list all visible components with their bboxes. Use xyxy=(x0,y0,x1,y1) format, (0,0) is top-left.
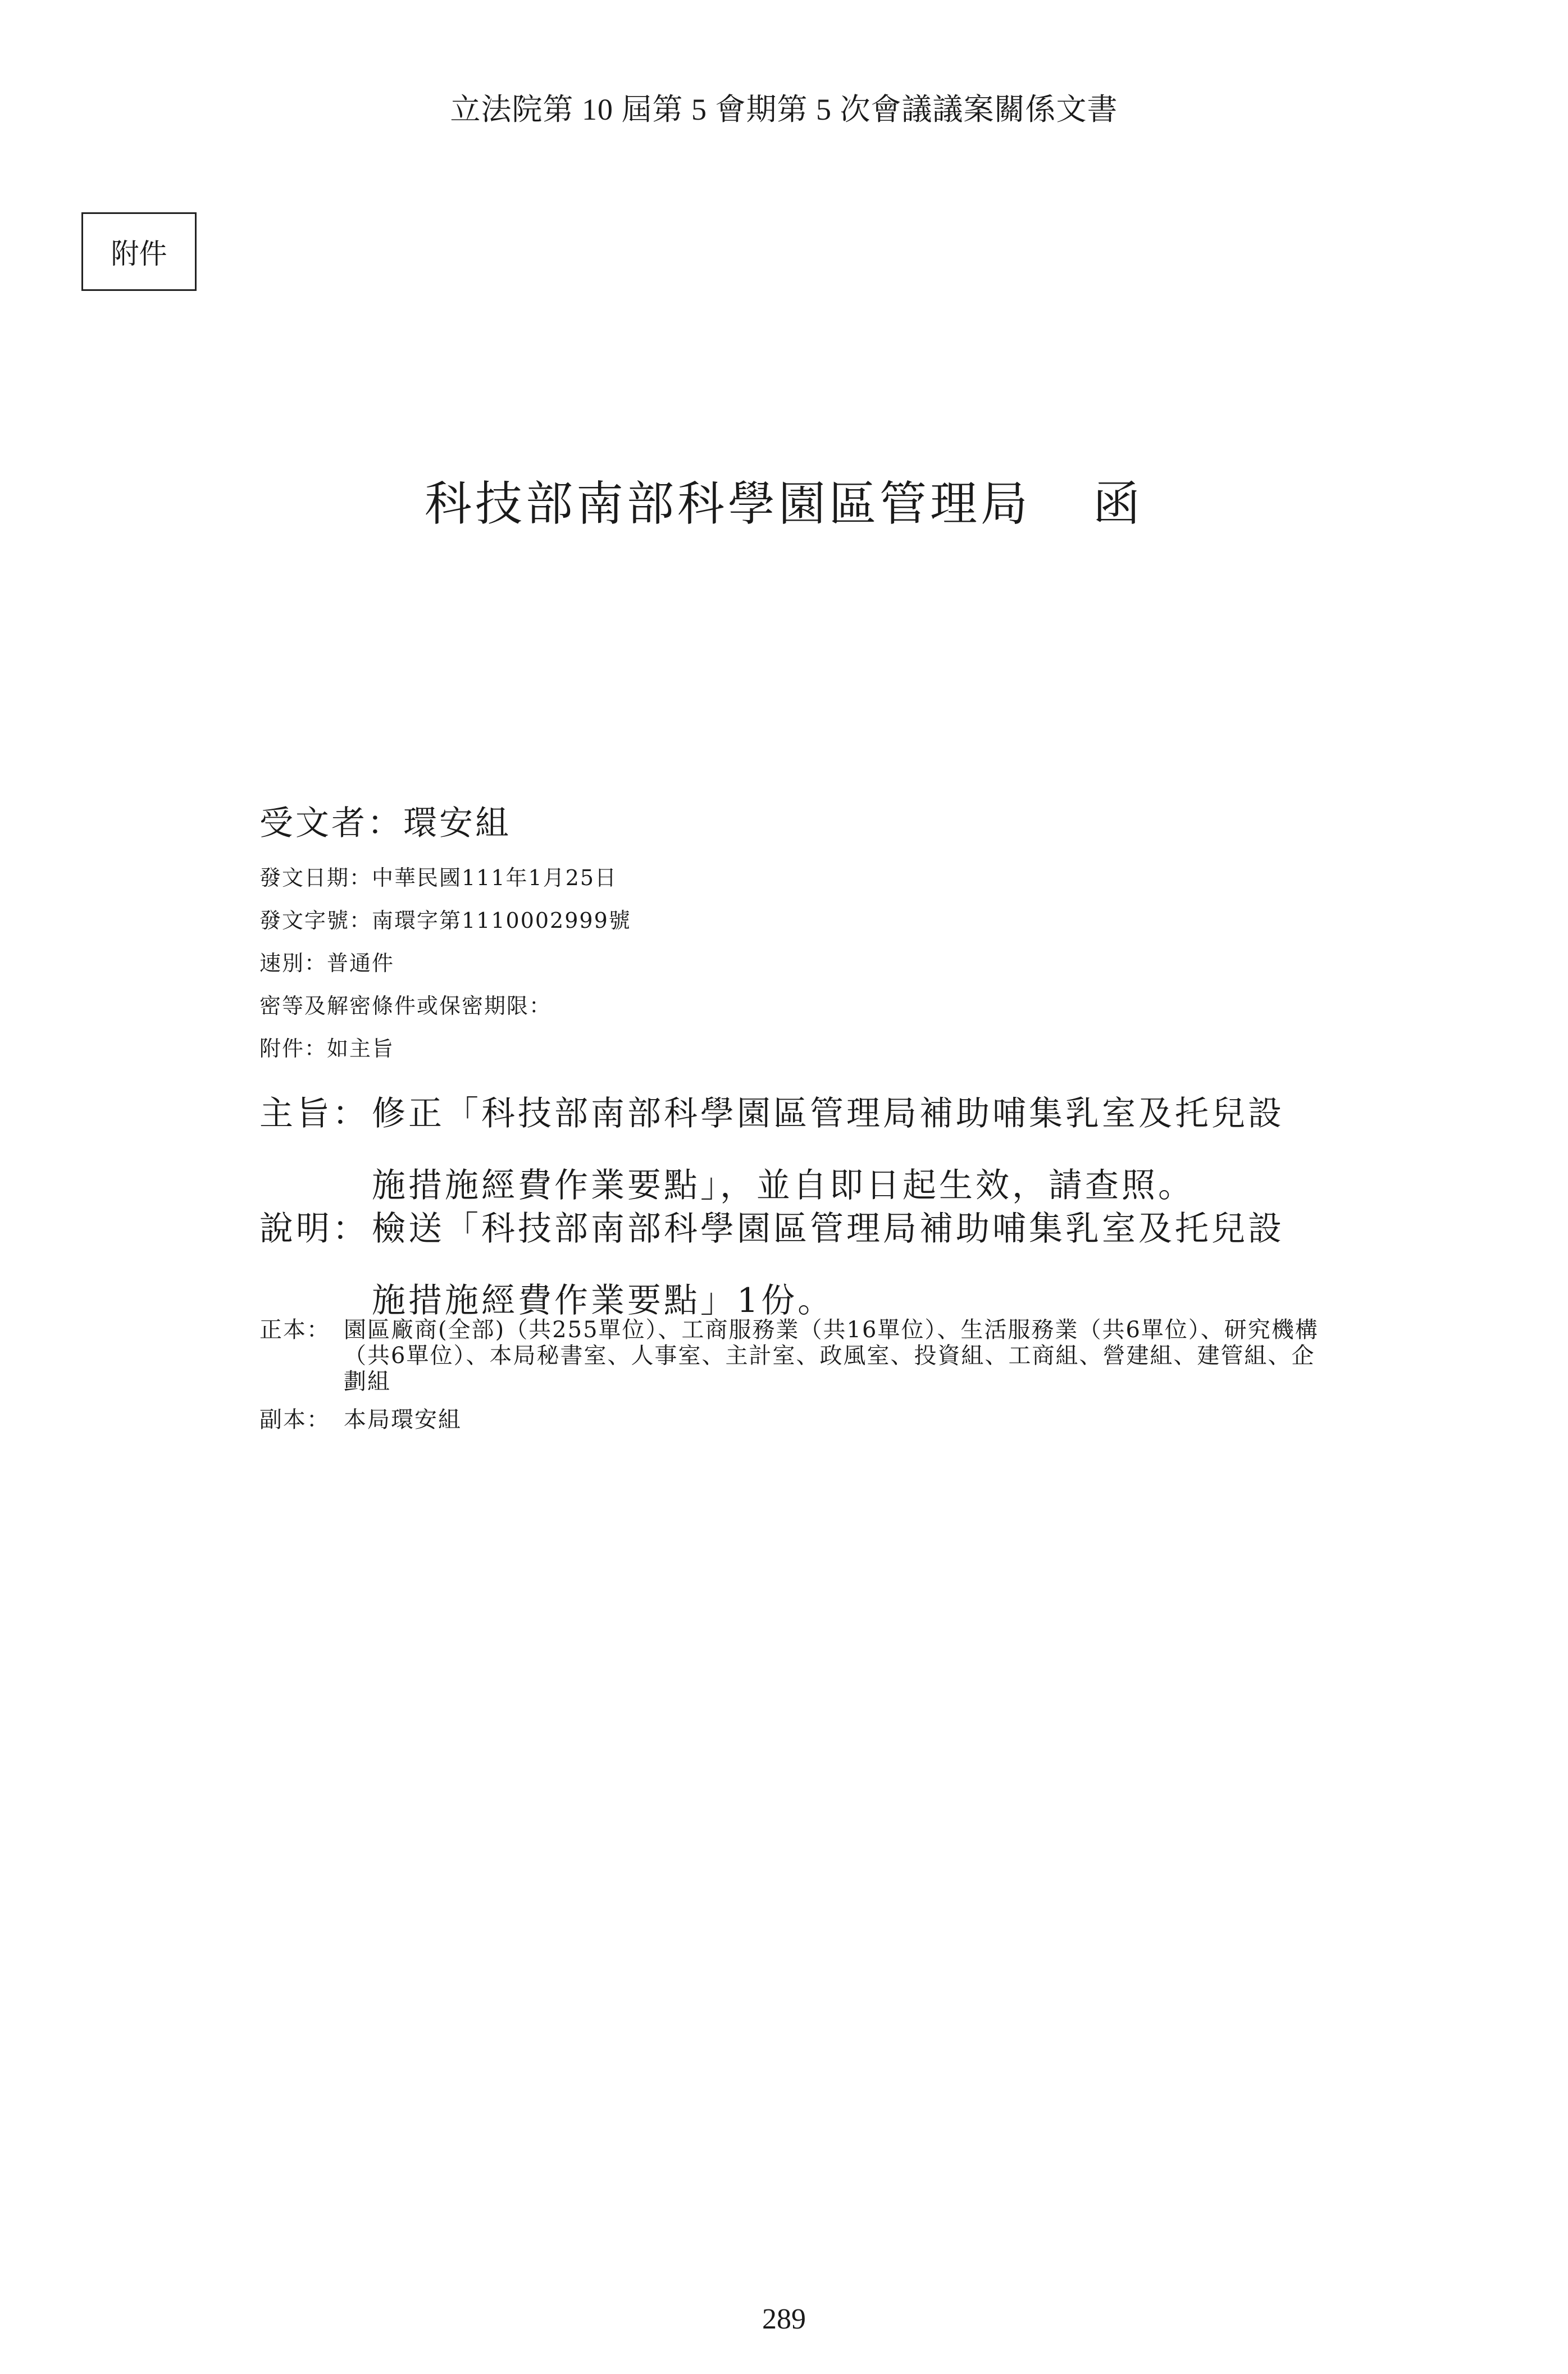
subject-section xyxy=(259,1087,1327,1207)
explanation-section xyxy=(259,1202,1327,1322)
document-type: 函 xyxy=(1093,476,1144,531)
urgency: 速別：普通件 xyxy=(259,951,395,976)
copy-list: 本局環安組 xyxy=(344,1407,462,1433)
explanation-line-2: 施措施經費作業要點」1份。 xyxy=(372,1281,835,1320)
issue-number: 發文字號：南環字第1110002999號 xyxy=(259,908,631,933)
classification: 密等及解密條件或保密期限： xyxy=(259,994,552,1018)
subject-label: 主旨： xyxy=(259,1094,369,1133)
original-label: 正本： xyxy=(259,1317,330,1343)
explanation-label: 說明： xyxy=(259,1209,369,1248)
copy-recipients xyxy=(259,1407,1338,1433)
recipient-line: 受文者：環安組 xyxy=(259,804,511,843)
issue-date: 發文日期：中華民國111年1月25日 xyxy=(259,865,618,890)
running-header: 立法院第 10 屆第 5 會期第 5 次會議議案關係文書 xyxy=(450,93,1118,126)
explanation-line-1: 檢送「科技部南部科學園區管理局補助哺集乳室及托兒設 xyxy=(372,1209,1284,1248)
page-number: 289 xyxy=(762,2303,806,2335)
subject-line-1: 修正「科技部南部科學園區管理局補助哺集乳室及托兒設 xyxy=(372,1094,1284,1133)
attachment-tag-box: 附件 xyxy=(81,212,197,291)
agency-name: 科技部南部科學園區管理局 xyxy=(424,476,1031,531)
original-list: 園區廠商(全部)（共255單位）、工商服務業（共16單位）、生活服務業（共6單位）、研究機構（共6單位）、本局秘書室、人事室、主計室、政風室、投資組、工商組、營建組、建管組、企劃組 xyxy=(344,1317,1319,1395)
document-title xyxy=(0,466,1568,534)
subject-line-2: 施措施經費作業要點」，並自即日起生效，請查照。 xyxy=(372,1166,1195,1205)
original-recipients xyxy=(259,1317,1338,1395)
attachment-note: 附件：如主旨 xyxy=(259,1036,395,1061)
copy-label: 副本： xyxy=(259,1407,330,1433)
